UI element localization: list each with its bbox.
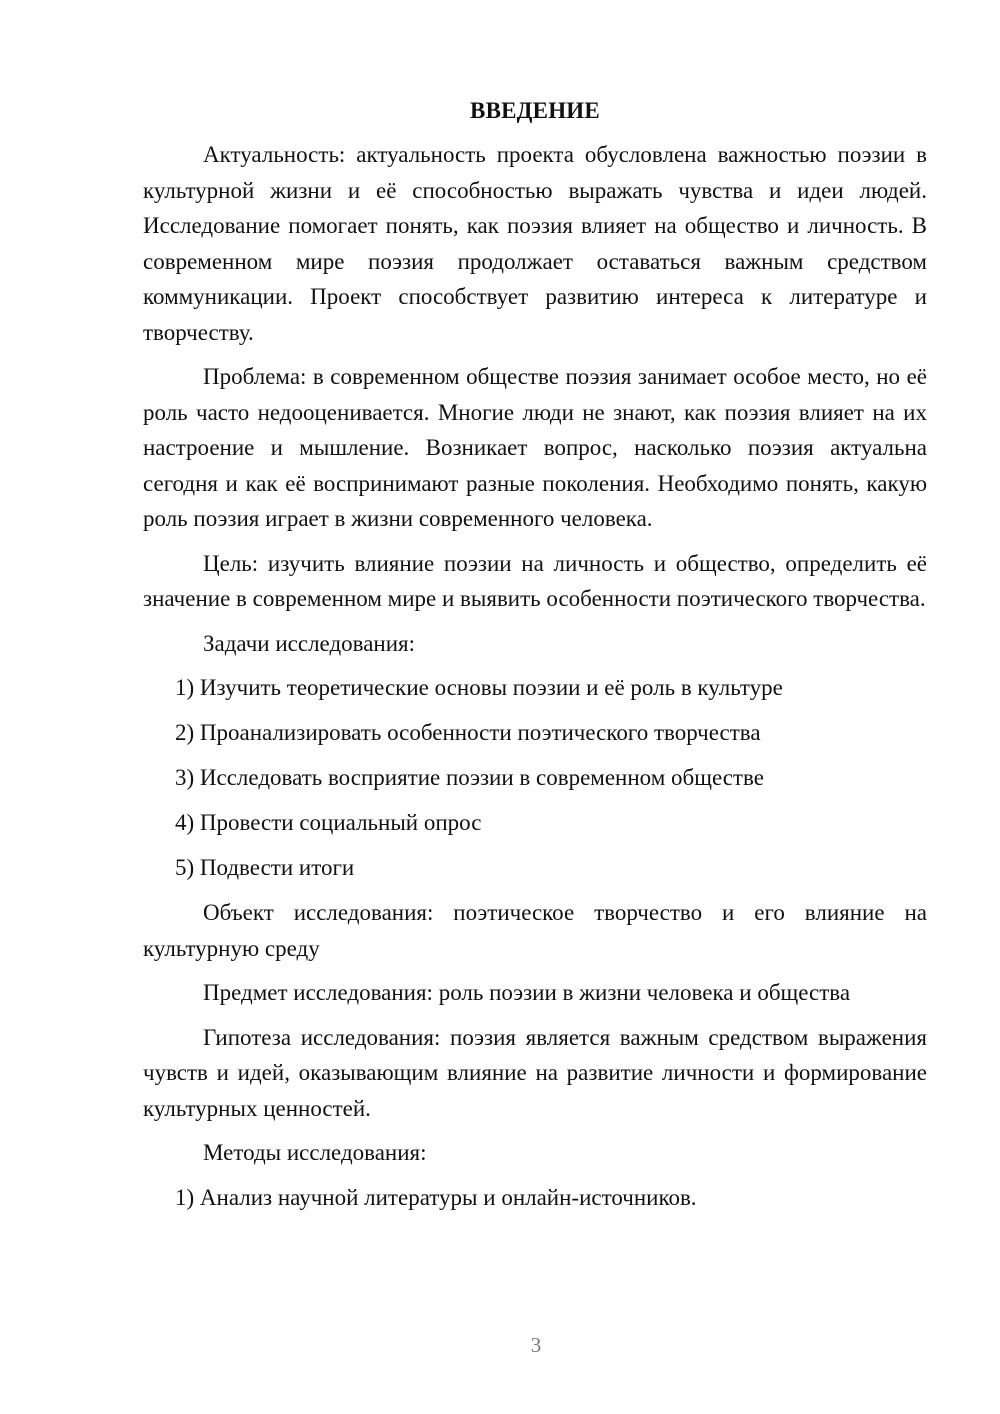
list-item: 1) Изучить теоретические основы поэзии и её роль в культуре [175, 675, 783, 700]
list-item: 5) Подвести итоги [175, 855, 355, 880]
page-number: 3 [530, 1333, 542, 1357]
relevance-paragraph: Актуальность: актуальность проекта обусловлена важностью поэзии в культурной жизни и её способностью выражать чувства и идеи людей. Исследование помогает понять, как поэзия влияет на общество и личность. В современном мире поэзия продолжает оставаться важным средством коммуникации. Проект способствует развитию интереса к литературе и творчеству. [143, 142, 927, 345]
page-content [143, 93, 927, 1225]
list-item: 4) Провести социальный опрос [175, 810, 482, 835]
methods-heading: Методы исследования: [203, 1140, 427, 1165]
page-title: ВВЕДЕНИЕ [470, 98, 600, 123]
object-paragraph: Объект исследования: поэтическое творчество и его влияние на культурную среду [143, 900, 927, 961]
list-item: 2) Проанализировать особенности поэтического творчества [175, 720, 761, 745]
goal-paragraph: Цель: изучить влияние поэзии на личность и общество, определить её значение в современном мире и выявить особенности поэтического творчества. [143, 550, 927, 611]
methods-list [143, 1180, 927, 1216]
hypothesis-paragraph: Гипотеза исследования: поэзия является важным средством выражения чувств и идей, оказывающим влияние на развитие личности и формирование культурных ценностей. [143, 1024, 927, 1121]
list-item: 1) Анализ научной литературы и онлайн-источников. [175, 1184, 697, 1210]
subject-paragraph: Предмет исследования: роль поэзии в жизни человека и общества [203, 980, 851, 1005]
tasks-heading: Задачи исследования: [203, 630, 416, 656]
list-item: 3) Исследовать восприятие поэзии в современном обществе [175, 765, 764, 790]
problem-paragraph: Проблема: в современном обществе поэзия занимает особое место, но её роль часто недооценивается. Многие люди не знают, как поэзия влияет на их настроение и мышление. Возникает вопрос, насколько поэзия актуальна сегодня и как её воспринимают разные поколения. Необходимо понять, какую роль поэзия играет в жизни современного человека. [143, 364, 927, 531]
tasks-list [143, 670, 927, 886]
